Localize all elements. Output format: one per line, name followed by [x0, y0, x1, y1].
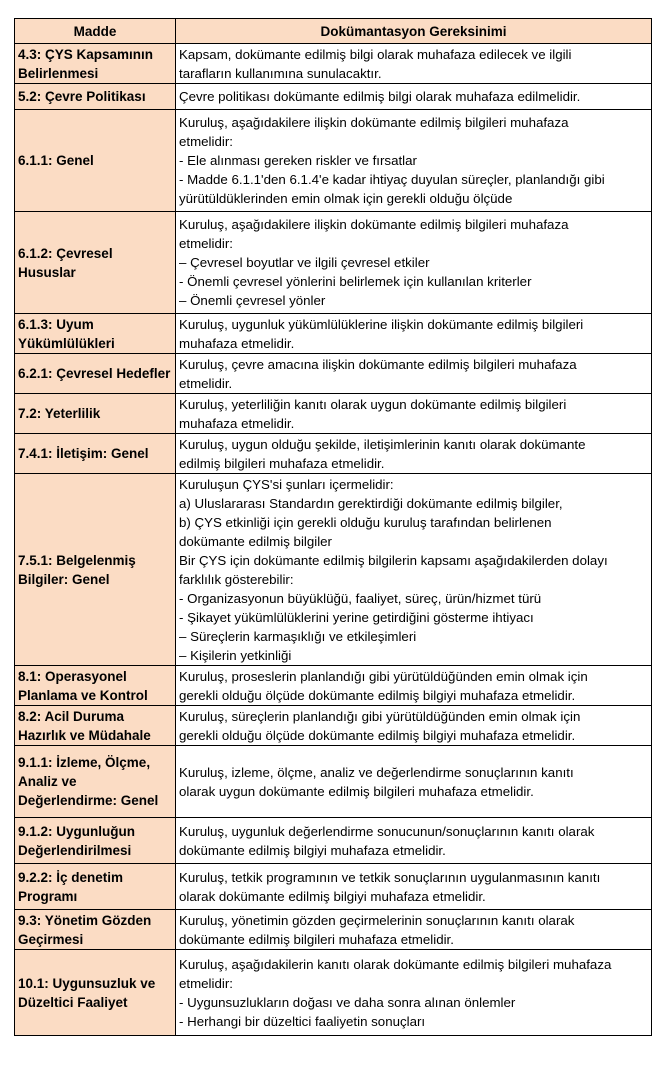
requirement-cell [176, 746, 652, 818]
requirement-line: Kuruluş, çevre amacına ilişkin dokümante edilmiş bilgileri muhafaza [179, 356, 577, 372]
madde-cell: 9.3: Yönetim Gözden Geçirmesi [15, 910, 176, 950]
table-row [15, 434, 652, 474]
requirement-line: Kuruluş, uygunluk yükümlülüklerine ilişkin dokümante edilmiş bilgileri [179, 316, 584, 332]
madde-cell: 6.2.1: Çevresel Hedefler [15, 354, 176, 394]
table-row [15, 950, 652, 1036]
requirement-line: Kuruluş, proseslerin planlandığı gibi yürütüldüğünden emin olmak için [179, 668, 588, 684]
table-body [15, 44, 652, 1036]
requirement-cell [176, 666, 652, 706]
table-row [15, 314, 652, 354]
requirement-line: Çevre politikası dokümante edilmiş bilgi olarak muhafaza edilmelidir. [179, 89, 581, 104]
requirement-cell [176, 84, 652, 110]
madde-cell: 7.2: Yeterlilik [15, 394, 176, 434]
requirement-cell [176, 394, 652, 434]
requirement-line: - Önemli çevresel yönlerini belirlemek için kullanılan kriterler [179, 274, 532, 289]
documentation-table [14, 18, 652, 1036]
madde-cell: 8.1: Operasyonel Planlama ve Kontrol [15, 666, 176, 706]
requirement-cell [176, 818, 652, 864]
madde-cell: 4.3: ÇYS Kapsamının Belirlenmesi [15, 44, 176, 84]
requirement-line: Kuruluş, süreçlerin planlandığı gibi yürütüldüğünden emin olmak için [179, 708, 581, 724]
requirement-line: etmelidir: [179, 236, 233, 251]
requirement-line: yürütüldüklerinden emin olmak için gerekli olduğu ölçüde [179, 191, 513, 206]
requirement-line: gerekli olduğu ölçüde dokümante edilmiş bilgiyi muhafaza etmelidir. [179, 727, 576, 743]
requirement-line: olarak dokümante edilmiş bilgiyi muhafaza etmelidir. [179, 888, 486, 904]
madde-cell: 9.2.2: İç denetim Programı [15, 864, 176, 910]
madde-cell: 7.4.1: İletişim: Genel [15, 434, 176, 474]
requirement-line: Kuruluş, uygunluk değerlendirme sonucunun/sonuçlarının kanıtı olarak [179, 823, 595, 839]
requirement-line: - Şikayet yükümlülüklerini yerine getirdiğini gösterme ihtiyacı [179, 609, 534, 625]
madde-cell: 9.1.2: Uygunluğun Değerlendirilmesi [15, 818, 176, 864]
requirement-cell [176, 110, 652, 212]
madde-cell: 10.1: Uygunsuzluk ve Düzeltici Faaliyet [15, 950, 176, 1036]
table-row [15, 666, 652, 706]
requirement-line: – Süreçlerin karmaşıklığı ve etkileşimleri [179, 628, 417, 644]
requirement-line: b) ÇYS etkinliği için gerekli olduğu kuruluş tarafından belirlenen [179, 514, 552, 530]
requirement-line: Kuruluş, yönetimin gözden geçirmelerinin sonuçlarının kanıtı olarak [179, 912, 575, 928]
requirement-cell [176, 950, 652, 1036]
header-requirement: Dokümantasyon Gereksinimi [176, 19, 652, 44]
requirement-line: muhafaza etmelidir. [179, 335, 295, 351]
requirement-line: - Madde 6.1.1'den 6.1.4'e kadar ihtiyaç duyulan süreçler, planlandığı gibi [179, 172, 605, 187]
requirement-line: Kuruluş, uygun olduğu şekilde, iletişimlerinin kanıtı olarak dokümante [179, 436, 586, 452]
requirement-cell [176, 864, 652, 910]
table-row [15, 474, 652, 666]
requirement-cell [176, 474, 652, 666]
requirement-line: dokümante edilmiş bilgiler [179, 533, 332, 549]
requirement-cell [176, 706, 652, 746]
madde-cell: 8.2: Acil Duruma Hazırlık ve Müdahale [15, 706, 176, 746]
requirement-line: Kuruluş, yeterliliğin kanıtı olarak uygun dokümante edilmiş bilgileri [179, 396, 567, 412]
table-row [15, 394, 652, 434]
requirement-line: gerekli olduğu ölçüde dokümante edilmiş bilgiyi muhafaza etmelidir. [179, 687, 576, 703]
table-row [15, 110, 652, 212]
requirement-line: Kuruluş, aşağıdakilere ilişkin dokümante edilmiş bilgileri muhafaza [179, 217, 569, 232]
madde-cell: 7.5.1: Belgelenmiş Bilgiler: Genel [15, 474, 176, 666]
requirement-line: tarafların kullanımına sunulacaktır. [179, 65, 382, 81]
table-row [15, 212, 652, 314]
table-row [15, 910, 652, 950]
requirement-line: farklılık gösterebilir: [179, 571, 294, 587]
requirement-line: Kuruluş, aşağıdakilere ilişkin dokümante edilmiş bilgileri muhafaza [179, 115, 569, 130]
requirement-line: – Önemli çevresel yönler [179, 293, 326, 308]
table-row [15, 818, 652, 864]
header-madde: Madde [15, 19, 176, 44]
madde-cell: 6.1.3: Uyum Yükümlülükleri [15, 314, 176, 354]
requirement-line: Kuruluş, aşağıdakilerin kanıtı olarak dokümante edilmiş bilgileri muhafaza [179, 956, 612, 972]
table-row [15, 354, 652, 394]
requirement-line: etmelidir: [179, 975, 233, 991]
madde-cell: 6.1.2: Çevresel Hususlar [15, 212, 176, 314]
requirement-line: etmelidir. [179, 375, 233, 391]
requirement-line: muhafaza etmelidir. [179, 415, 295, 431]
requirement-line: Bir ÇYS için dokümante edilmiş bilgilerin kapsamı aşağıdakilerden dolayı [179, 552, 608, 568]
requirement-cell [176, 354, 652, 394]
requirement-line: a) Uluslararası Standardın gerektirdiği dokümante edilmiş bilgiler, [179, 495, 563, 511]
requirement-line: dokümante edilmiş bilgileri muhafaza etmelidir. [179, 931, 454, 947]
requirement-cell [176, 44, 652, 84]
requirement-line: edilmiş bilgileri muhafaza etmelidir. [179, 455, 385, 471]
requirement-line: - Herhangi bir düzeltici faaliyetin sonuçları [179, 1013, 426, 1029]
madde-cell: 6.1.1: Genel [15, 110, 176, 212]
table-header-row [15, 19, 652, 44]
table-row [15, 44, 652, 84]
requirement-line: - Ele alınması gereken riskler ve fırsatlar [179, 153, 417, 168]
requirement-line: Kuruluş, tetkik programının ve tetkik sonuçlarının uygulanmasının kanıtı [179, 869, 601, 885]
table-row [15, 84, 652, 110]
requirement-line: dokümante edilmiş bilgiyi muhafaza etmelidir. [179, 842, 446, 858]
requirement-line: Kuruluş, izleme, ölçme, analiz ve değerlendirme sonuçlarının kanıtı [179, 764, 574, 780]
requirement-line: – Kişilerin yetkinliği [179, 647, 292, 663]
requirement-line: olarak uygun dokümante edilmiş bilgileri muhafaza etmelidir. [179, 783, 534, 799]
madde-cell: 5.2: Çevre Politikası [15, 84, 176, 110]
table-row [15, 706, 652, 746]
requirement-line: Kapsam, dokümante edilmiş bilgi olarak muhafaza edilecek ve ilgili [179, 46, 572, 62]
requirement-line: etmelidir: [179, 134, 233, 149]
requirement-line: - Uygunsuzlukların doğası ve daha sonra alınan önlemler [179, 994, 516, 1010]
table-row [15, 746, 652, 818]
requirement-line: Kuruluşun ÇYS'si şunları içermelidir: [179, 476, 394, 492]
madde-cell: 9.1.1: İzleme, Ölçme, Analiz ve Değerlendirme: Genel [15, 746, 176, 818]
requirement-cell [176, 212, 652, 314]
requirement-cell [176, 910, 652, 950]
requirement-line: – Çevresel boyutlar ve ilgili çevresel etkiler [179, 255, 430, 270]
requirement-line: - Organizasyonun büyüklüğü, faaliyet, süreç, ürün/hizmet türü [179, 590, 542, 606]
table-row [15, 864, 652, 910]
requirement-cell [176, 314, 652, 354]
requirement-cell [176, 434, 652, 474]
